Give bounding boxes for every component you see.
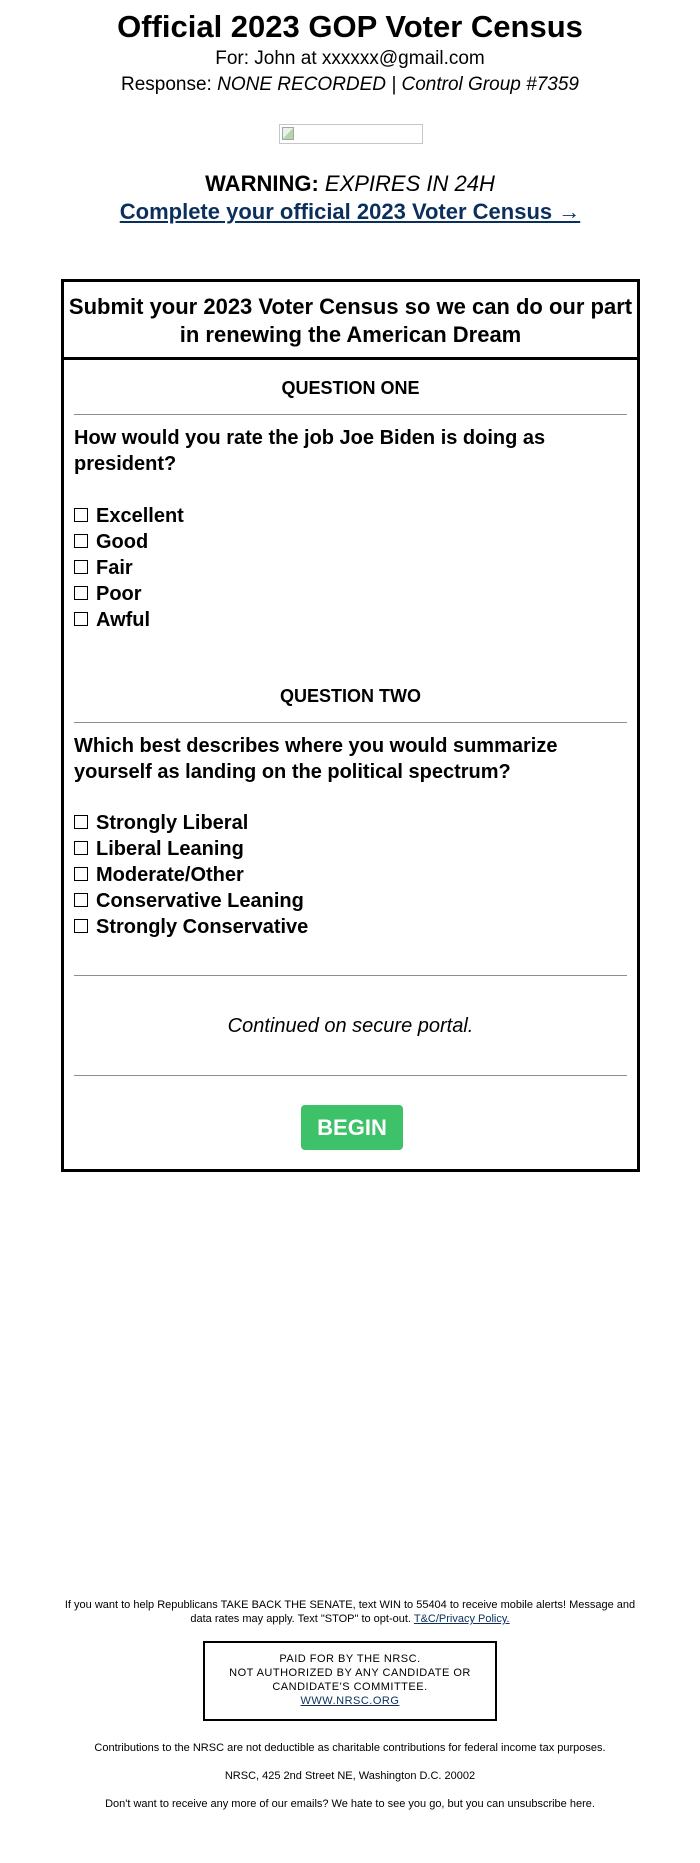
option-label: Moderate/Other — [96, 864, 244, 886]
question-one-text: How would you rate the job Joe Biden is doing as president? — [74, 427, 546, 475]
complete-census-link[interactable]: Complete your official 2023 Voter Census → — [119, 199, 581, 224]
census-heading: Submit your 2023 Voter Census so we can do our part in renewing the American Dream — [64, 282, 637, 360]
option-poor[interactable] — [74, 581, 627, 607]
broken-image-icon — [282, 127, 294, 140]
question-two-title: QUESTION TWO — [280, 686, 421, 706]
question-one-title: QUESTION ONE — [281, 378, 420, 398]
checkbox-icon[interactable] — [74, 560, 88, 574]
paid-for-disclaimer — [203, 1641, 497, 1721]
question-two-options — [74, 810, 627, 940]
privacy-policy-link[interactable]: T&C/Privacy Policy. — [413, 1613, 510, 1625]
question-one-options — [74, 503, 627, 633]
census-box — [61, 279, 640, 1172]
option-fair[interactable] — [74, 555, 627, 581]
contributions-notice: Contributions to the NRSC are not deductible as charitable contributions for federal income tax purposes. — [94, 1742, 606, 1754]
response-label: Response: — [121, 74, 212, 95]
broken-image-placeholder — [279, 124, 423, 144]
paid-for-line: PAID FOR BY THE NRSC. — [279, 1653, 421, 1665]
response-value: NONE RECORDED | Control Group #7359 — [217, 74, 579, 95]
option-awful[interactable] — [74, 607, 627, 633]
question-two-text: Which best describes where you would summarize yourself as landing on the political spectrum? — [74, 735, 558, 783]
warning-line — [0, 170, 700, 198]
warning-label: WARNING: — [205, 171, 319, 196]
continued-note: Continued on secure portal. — [227, 1015, 474, 1037]
checkbox-icon[interactable] — [74, 534, 88, 548]
divider — [74, 975, 627, 976]
option-label: Liberal Leaning — [96, 838, 244, 860]
option-moderate-other[interactable] — [74, 862, 627, 888]
option-label: Strongly Conservative — [96, 916, 309, 938]
checkbox-icon[interactable] — [74, 841, 88, 855]
option-strongly-conservative[interactable] — [74, 914, 627, 940]
response-line — [0, 73, 700, 97]
checkbox-icon[interactable] — [74, 612, 88, 626]
recipient-line: For: John at xxxxxx@gmail.com — [215, 48, 485, 69]
checkbox-icon[interactable] — [74, 815, 88, 829]
checkbox-icon[interactable] — [74, 586, 88, 600]
option-strongly-liberal[interactable] — [74, 810, 627, 836]
email-title: Official 2023 GOP Voter Census — [117, 9, 583, 44]
option-excellent[interactable] — [74, 503, 627, 529]
checkbox-icon[interactable] — [74, 508, 88, 522]
divider — [74, 1075, 627, 1076]
option-label: Poor — [96, 583, 142, 605]
sms-text: If you want to help Republicans TAKE BACK THE SENATE, text WIN to 55404 to receive mobile alerts! Message and data rates may apply. Text "STOP" to opt-out. — [64, 1599, 636, 1625]
checkbox-icon[interactable] — [74, 919, 88, 933]
option-good[interactable] — [74, 529, 627, 555]
option-label: Awful — [96, 609, 151, 631]
mailing-address: NRSC, 425 2nd Street NE, Washington D.C. 20002 — [224, 1770, 476, 1782]
not-authorized-line: NOT AUTHORIZED BY ANY CANDIDATE OR CANDIDATE'S COMMITTEE. — [229, 1667, 471, 1693]
option-label: Conservative Leaning — [96, 890, 304, 912]
unsubscribe-link[interactable]: Don't want to receive any more of our emails? We hate to see you go, but you can unsubscribe here. — [105, 1798, 595, 1810]
divider — [74, 722, 627, 723]
option-label: Strongly Liberal — [96, 812, 249, 834]
nrsc-website-link[interactable]: WWW.NRSC.ORG — [300, 1695, 400, 1707]
option-label: Excellent — [96, 505, 184, 527]
sms-notice — [60, 1598, 640, 1626]
option-liberal-leaning[interactable] — [74, 836, 627, 862]
option-conservative-leaning[interactable] — [74, 888, 627, 914]
divider — [74, 414, 627, 415]
checkbox-icon[interactable] — [74, 867, 88, 881]
checkbox-icon[interactable] — [74, 893, 88, 907]
begin-button[interactable]: BEGIN — [301, 1105, 403, 1150]
option-label: Good — [96, 531, 149, 553]
option-label: Fair — [96, 557, 133, 579]
warning-text: EXPIRES IN 24H — [324, 171, 495, 196]
